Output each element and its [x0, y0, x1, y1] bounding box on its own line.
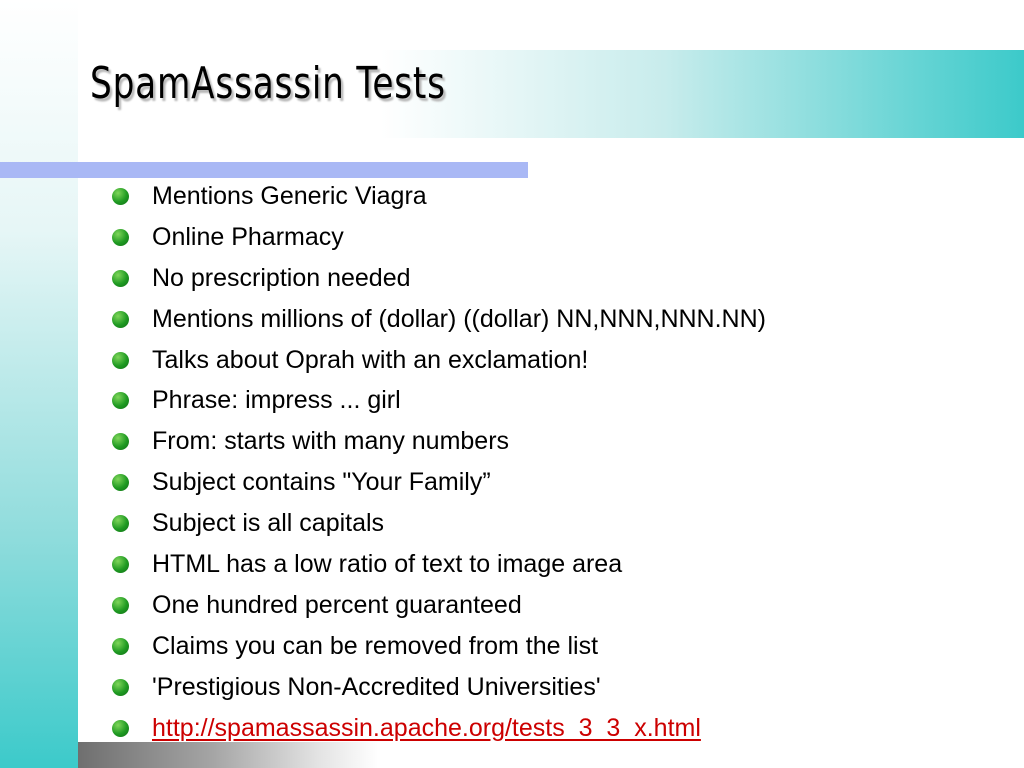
list-item	[112, 258, 766, 299]
list-item	[112, 299, 766, 340]
bullet-dot-icon	[112, 433, 129, 450]
bullet-text: One hundred percent guaranteed	[152, 590, 522, 619]
list-item	[112, 585, 766, 626]
bullet-dot-icon	[112, 597, 129, 614]
bullet-dot-icon	[112, 270, 129, 287]
bullet-text: Subject contains "Your Family”	[152, 468, 491, 497]
bottom-gradient-bar	[78, 742, 378, 768]
list-item	[112, 667, 766, 708]
bullet-dot-icon	[112, 556, 129, 573]
list-item	[112, 217, 766, 258]
bullet-text: Online Pharmacy	[152, 222, 344, 251]
slide-title: SpamAssassin Tests	[90, 58, 446, 109]
bullet-dot-icon	[112, 720, 129, 737]
bullet-dot-icon	[112, 311, 129, 328]
list-item	[112, 421, 766, 462]
list-item	[112, 462, 766, 503]
list-item	[112, 626, 766, 667]
list-item	[112, 380, 766, 421]
tests-link[interactable]: http://spamassassin.apache.org/tests_3_3_x.html	[152, 713, 701, 742]
list-item	[112, 544, 766, 585]
list-item	[112, 340, 766, 381]
bullet-dot-icon	[112, 352, 129, 369]
bullet-dot-icon	[112, 474, 129, 491]
bullet-dot-icon	[112, 515, 129, 532]
bullet-text: Phrase: impress ... girl	[152, 386, 401, 415]
bullet-text: From: starts with many numbers	[152, 427, 510, 456]
bullet-dot-icon	[112, 188, 129, 205]
bullet-text: No prescription needed	[152, 263, 411, 292]
list-item	[112, 176, 766, 217]
bullet-text: 'Prestigious Non-Accredited Universities'	[152, 672, 601, 701]
list-item	[112, 503, 766, 544]
bullet-list	[112, 176, 766, 748]
bullet-text: Talks about Oprah with an exclamation!	[152, 345, 589, 374]
bullet-text: Subject is all capitals	[152, 509, 385, 538]
bullet-text: HTML has a low ratio of text to image area	[152, 550, 623, 579]
bullet-dot-icon	[112, 392, 129, 409]
bullet-text: Mentions millions of (dollar) ((dollar) NN,NNN,NNN.NN)	[152, 304, 766, 333]
bullet-dot-icon	[112, 638, 129, 655]
bullet-dot-icon	[112, 229, 129, 246]
bullet-text: Mentions Generic Viagra	[152, 182, 427, 210]
bullet-text: Claims you can be removed from the list	[152, 631, 599, 660]
bullet-dot-icon	[112, 679, 129, 696]
left-gradient-bar	[0, 0, 78, 768]
